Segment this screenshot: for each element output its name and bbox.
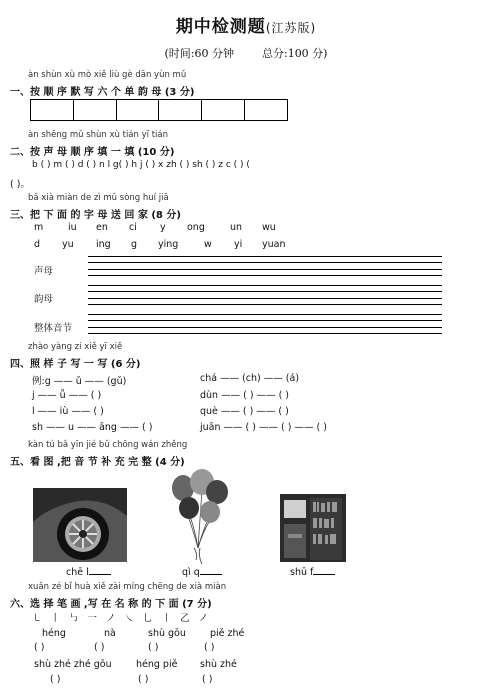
letter: un: [230, 222, 243, 233]
writing-lines-syllables[interactable]: [88, 314, 442, 334]
letter: ing: [96, 239, 111, 250]
stroke-name: shù gōu: [148, 628, 186, 639]
q4-left-3: l —— iù —— ( ): [32, 406, 104, 417]
q6-heading: 六、选 择 笔 画 ,写 在 名 称 的 下 面 (7 分): [10, 599, 212, 610]
letter: ci: [129, 222, 137, 233]
answer-paren[interactable]: ( ): [50, 674, 61, 685]
answer-box[interactable]: [74, 100, 117, 120]
answer-paren[interactable]: ( ): [148, 642, 159, 653]
answer-box[interactable]: [117, 100, 160, 120]
letter: y: [160, 222, 166, 233]
q4-right-1: chá —— (ch) —— (á): [200, 373, 300, 384]
caption-car: chē l: [66, 566, 111, 578]
q3-pinyin: bǎ xià miàn de zì mǔ sòng huí jiā: [28, 193, 169, 203]
page-title: [0, 12, 492, 37]
caption-balloon: qì q: [182, 566, 222, 578]
q4-heading: 四、照 样 子 写 一 写 (6 分): [10, 359, 141, 370]
letter: ying: [158, 239, 179, 250]
q4-right-3: què —— ( ) —— ( ): [200, 406, 289, 417]
label-initials: 声母: [34, 266, 54, 277]
answer-paren[interactable]: ( ): [94, 642, 105, 653]
balloons-picture: [168, 468, 230, 566]
stroke-name: héng: [42, 628, 66, 639]
q4-left-1: 例:g —— ǔ —— (gǔ): [32, 376, 127, 387]
answer-blank[interactable]: [89, 566, 111, 575]
q3-heading: 三、把 下 面 的 字 母 送 回 家 (8 分): [10, 210, 181, 221]
letter: yu: [62, 239, 74, 250]
letter: w: [204, 239, 212, 250]
answer-paren[interactable]: ( ): [204, 642, 215, 653]
subtitle: [0, 45, 492, 61]
answer-blank[interactable]: [313, 566, 335, 575]
answer-paren[interactable]: ( ): [202, 674, 213, 685]
edition-text: (江苏版): [265, 21, 317, 35]
q1-pinyin: àn shùn xù mò xiě liù gè dān yùn mǔ: [28, 70, 187, 80]
label-whole-syllables: 整体音节: [34, 323, 73, 334]
q2-line2: ( )。: [10, 179, 30, 190]
stroke-options: ㇄ 丨 ㇉ 一 ノ ㇏ 乚 丨 乙 ノ: [32, 613, 212, 624]
letter: yuan: [262, 239, 286, 250]
stroke-name: piě zhé: [210, 628, 245, 639]
q5-heading: 五、看 图 ,把 音 节 补 充 完 整 (4 分): [10, 457, 185, 468]
stroke-name: shù zhé zhé gōu: [34, 659, 112, 670]
score-info: 总分:100 分): [261, 47, 328, 60]
answer-box[interactable]: [159, 100, 202, 120]
answer-blank[interactable]: [200, 566, 222, 575]
q1-heading: 一、按 顺 序 默 写 六 个 单 韵 母 (3 分): [10, 87, 195, 98]
stroke-name: shù zhé: [200, 659, 237, 670]
answer-paren[interactable]: ( ): [138, 674, 149, 685]
letter: iu: [68, 222, 77, 233]
stroke-name: nà: [104, 628, 116, 639]
answer-paren[interactable]: ( ): [34, 642, 45, 653]
label-finals: 韵母: [34, 294, 54, 305]
q1-answer-grid[interactable]: [30, 99, 288, 121]
q2-heading: 二、按 声 母 顺 序 填 一 填 (10 分): [10, 147, 175, 158]
q4-right-2: dùn —— ( ) —— ( ): [200, 390, 290, 401]
letter: m: [34, 222, 44, 233]
q5-pinyin: kàn tú bǎ yīn jié bǔ chōng wán zhěng: [28, 440, 188, 450]
q6-pinyin: xuǎn zé bǐ huà xiě zài míng chēng de xià miàn: [28, 582, 227, 592]
bookshelf-picture: [280, 494, 346, 562]
q4-left-2: j —— ǚ —— ( ): [32, 390, 102, 401]
letter: d: [34, 239, 41, 250]
letter: g: [131, 239, 138, 250]
q4-right-4: juān —— ( ) —— ( ) —— ( ): [200, 422, 327, 433]
q4-pinyin: zhào yàng zi xiě yī xiě: [28, 342, 123, 352]
q4-left-4: sh —— u —— āng —— ( ): [32, 422, 153, 433]
q2-line1: b ( ) m ( ) d ( ) n l g( ) h j ( ) x zh ( ) sh ( ) z c ( ) (: [32, 160, 250, 170]
writing-lines-finals[interactable]: [88, 285, 442, 305]
q2-pinyin: àn shēng mǔ shùn xù tián yī tián: [28, 130, 168, 140]
stroke-name: héng piě: [136, 659, 178, 670]
time-info: (时间:60 分钟: [164, 47, 234, 60]
letter: yi: [234, 239, 243, 250]
answer-box[interactable]: [202, 100, 245, 120]
caption-bookshelf: shū f: [290, 566, 335, 578]
letter: en: [96, 222, 108, 233]
answer-box[interactable]: [245, 100, 287, 120]
letter: wu: [262, 222, 276, 233]
letter: ong: [187, 222, 205, 233]
answer-box[interactable]: [31, 100, 74, 120]
title-text: 期中检测题: [175, 17, 266, 37]
writing-lines-initials[interactable]: [88, 256, 442, 276]
car-wheel-picture: [33, 488, 127, 562]
